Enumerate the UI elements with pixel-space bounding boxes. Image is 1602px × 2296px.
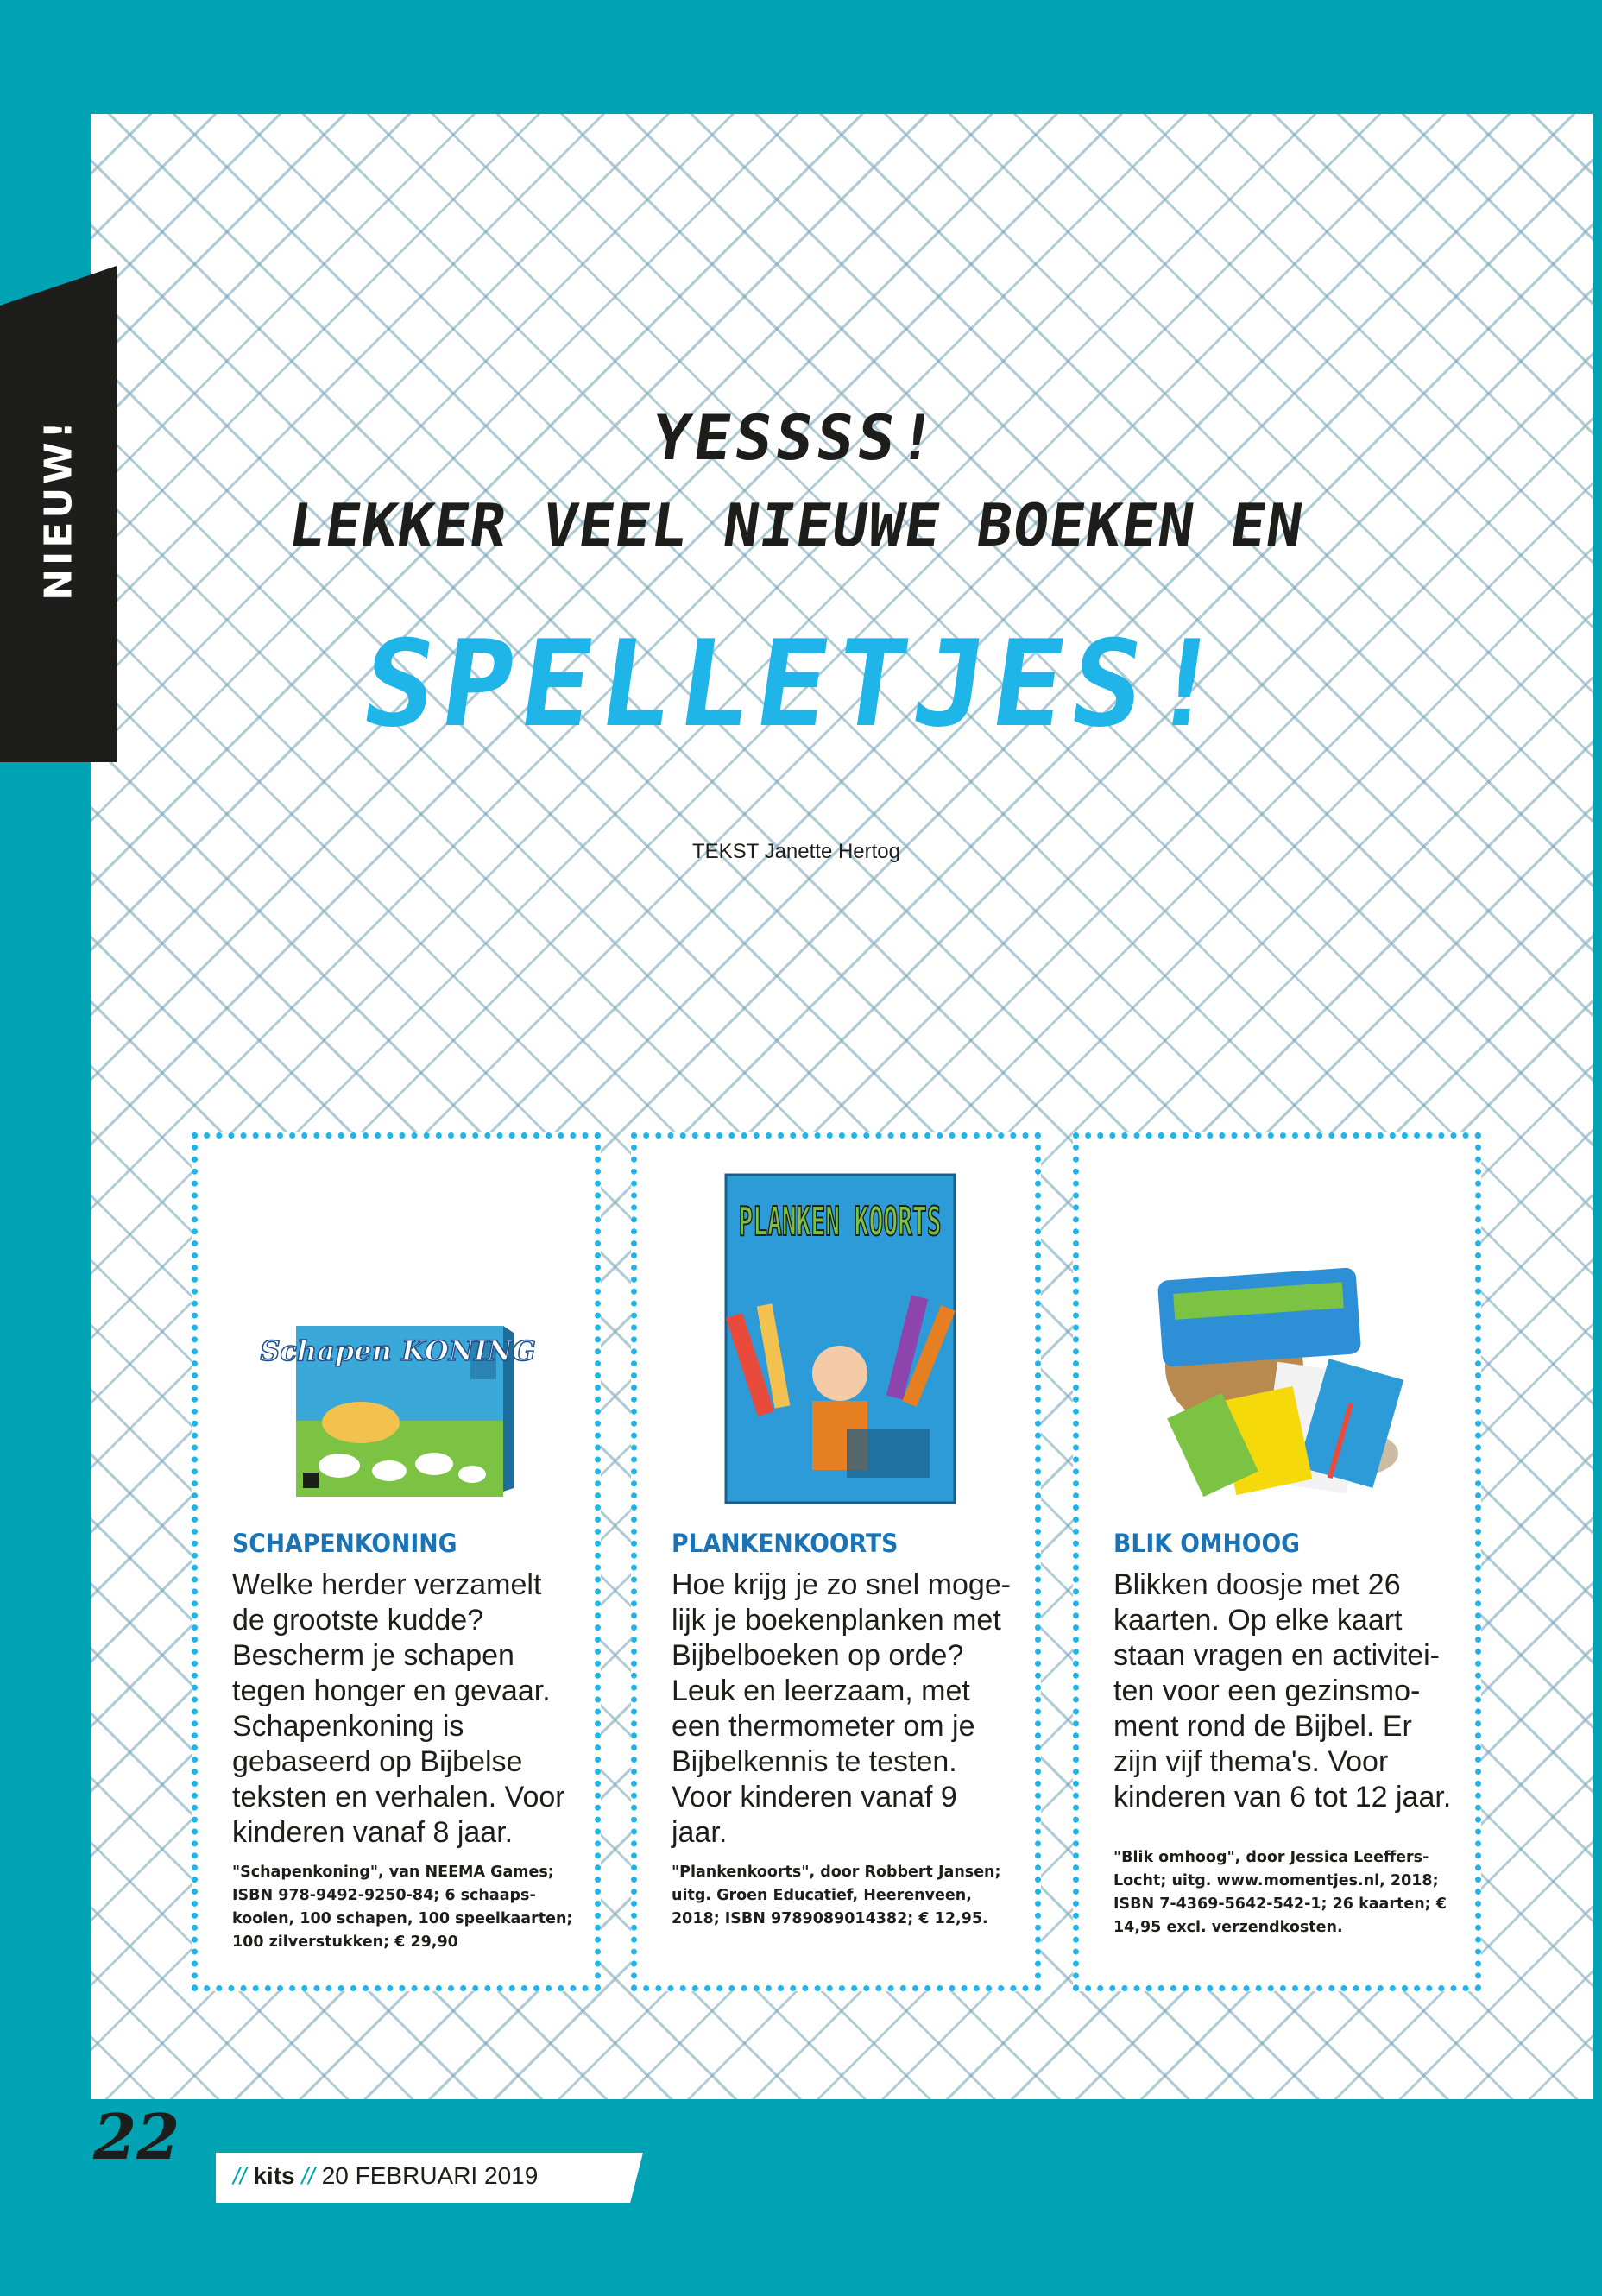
section-tab-label: NIEUW!: [36, 418, 81, 601]
product-title: PLANKENKOORTS: [672, 1529, 899, 1558]
footer-text: [233, 2162, 538, 2190]
page-number: 22: [93, 2100, 180, 2173]
schapenkoning-box-title: Schapen KONING: [260, 1334, 536, 1367]
plankenkoorts-book-image: [726, 1175, 955, 1503]
product-details: "Plankenkoorts", door Robbert Jansen; uitg. Groen Educatief, Heerenveen, 2018; ISBN 9789089014382; € 12,95.: [672, 1864, 1001, 1927]
headline-line-1: YESSSS!: [647, 401, 945, 474]
magazine-brand: kits: [253, 2162, 295, 2189]
product-card-blik-omhoog: [1073, 1132, 1481, 1991]
headline-line-3: SPELLETJES!: [354, 615, 1239, 754]
issue-date: 20 FEBRUARI 2019: [321, 2162, 539, 2189]
product-description: Blikken doosje met 26 kaarten. Op elke kaart staan vragen en activitei-ten voor een gezinsmo-ment rond de Bijbel. Er zijn vijf thema's. Voor kinderen van 6 tot 12 jaar.: [1113, 1568, 1452, 1813]
schapenkoning-box-image: [260, 1319, 536, 1504]
product-title: SCHAPENKONING: [232, 1529, 457, 1558]
plankenkoorts-book-title: PLANKEN KOORTS: [738, 1198, 942, 1245]
product-details: "Blik omhoog", door Jessica Leeffers-Locht; uitg. www.momentjes.nl, 2018; ISBN 7-4369-5642-542-1; 26 kaarten; € 14,95 excl. verzendkosten.: [1113, 1849, 1447, 1936]
product-details: "Schapenkoning", van NEEMA Games; ISBN 978-9492-9250-84; 6 schaaps-kooien, 100 schapen, 100 speelkaarten; 100 zilverstukken; € 29,90: [232, 1864, 573, 1951]
footer-separator: //: [301, 2162, 315, 2189]
product-card-plankenkoorts: [631, 1132, 1041, 1991]
footer-separator: //: [233, 2162, 247, 2189]
blik-omhoog-tin-image: [1139, 1255, 1416, 1492]
headline-line-2: LEKKER VEEL NIEUWE BOEKEN EN: [284, 492, 1309, 560]
product-description: Hoe krijg je zo snel moge-lijk je boekenplanken met Bijbelboeken op orde? Leuk en leerzaam, met een thermometer om je Bijbelkennis te testen. Voor kinderen vanaf 9 jaar.: [672, 1568, 1012, 1849]
product-title: BLIK OMHOOG: [1113, 1529, 1301, 1558]
product-card-schapenkoning: [192, 1132, 601, 1991]
product-description: Welke herder verzamelt de grootste kudde? Bescherm je schapen tegen honger en gevaar. Schapenkoning is gebaseerd op Bijbelse teksten en verhalen. Voor kinderen vanaf 8 jaar.: [232, 1568, 565, 1849]
byline: TEKST Janette Hertog: [691, 840, 900, 863]
